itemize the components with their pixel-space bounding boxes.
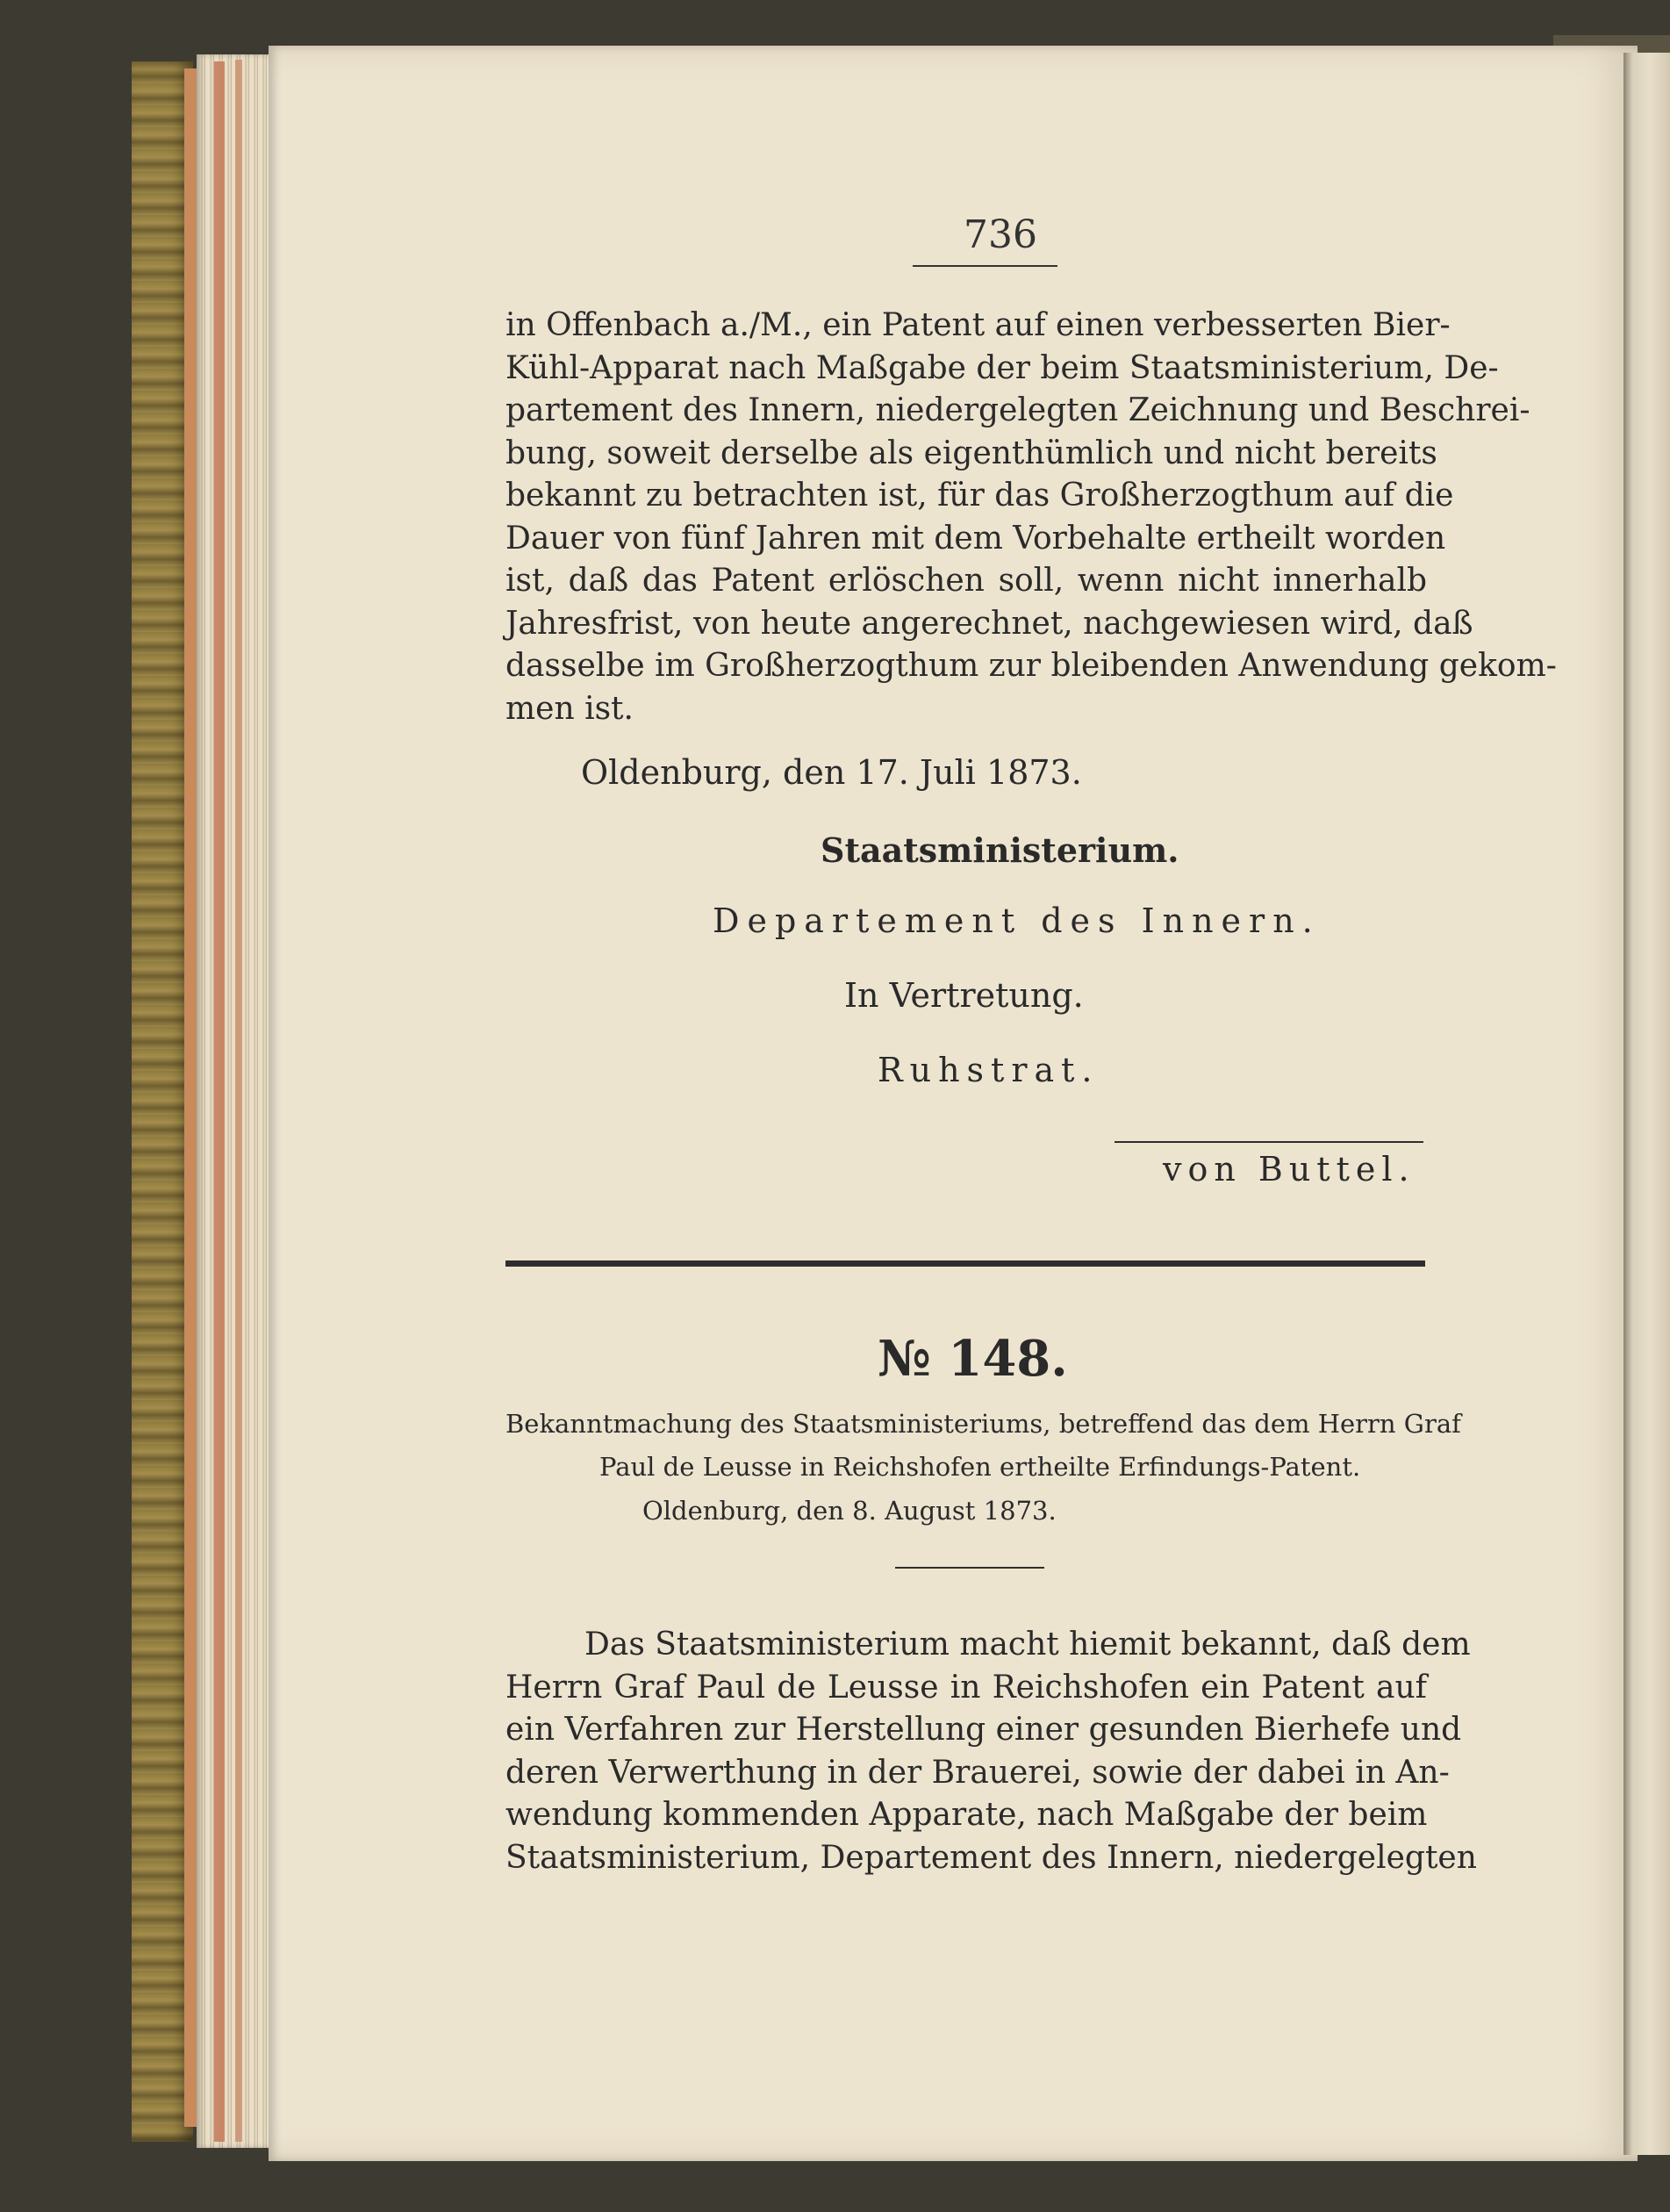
notice-subheading-line-2: Paul de Leusse in Reichshofen ertheilte Erfindungs-Patent.: [599, 1452, 1361, 1482]
text-line: deren Verwerthung in der Brauerei, sowie der dabei in An-: [505, 1754, 1450, 1791]
department-name: Departement des Innern.: [713, 901, 1321, 940]
text-line: partement des Innern, niedergelegten Zeichnung und Beschrei-: [505, 392, 1530, 428]
text-line: ist, daß das Patent erlöschen soll, wenn nicht innerhalb: [505, 563, 1427, 599]
page-number: 736: [964, 212, 1037, 257]
text-line: men ist.: [505, 690, 634, 727]
signatory-name: Ruhstrat.: [878, 1051, 1100, 1089]
representation-note: In Vertretung.: [844, 976, 1084, 1015]
text-line: in Offenbach a./M., ein Patent auf einen verbesserten Bier-: [505, 307, 1451, 343]
paragraph-patent-reichshofen: [505, 1624, 1477, 1879]
countersign-name: von Buttel.: [1163, 1150, 1416, 1189]
text-line: wendung kommenden Apparate, nach Maßgabe der beim: [505, 1797, 1428, 1833]
paragraph-patent-offenbach: [505, 305, 1557, 730]
text-line: bung, soweit derselbe als eigenthümlich und nicht bereits: [505, 434, 1437, 471]
text-line: bekannt zu betrachten ist, für das Großherzogthum auf die: [505, 478, 1454, 514]
text-line: Jahresfrist, von heute angerechnet, nachgewiesen wird, daß: [505, 605, 1473, 642]
section-divider: [505, 1260, 1425, 1267]
notice-number: № 148.: [878, 1330, 1068, 1388]
text-line: Dauer von fünf Jahren mit dem Vorbehalte ertheilt worden: [505, 520, 1446, 557]
notice-subheading-line-1: Bekanntmachung des Staatsministeriums, betreffend das dem Herrn Graf: [505, 1409, 1461, 1439]
page-number-rule: [913, 265, 1057, 267]
page-gutter: [1623, 53, 1670, 2155]
notice-date: Oldenburg, den 8. August 1873.: [642, 1496, 1057, 1526]
cover-red-edge: [184, 68, 197, 2127]
page-stack-edges: [197, 54, 272, 2148]
signature-rule: [1115, 1141, 1423, 1143]
text-line: Herrn Graf Paul de Leusse in Reichshofen ein Patent auf: [505, 1669, 1427, 1706]
text-line: dasselbe im Großherzogthum zur bleibenden Anwendung gekom-: [505, 648, 1557, 684]
text-line: Das Staatsministerium macht hiemit bekannt, daß dem: [584, 1627, 1471, 1663]
page-stack-red-edge-2: [235, 60, 242, 2142]
page-stack-red-edge: [214, 61, 225, 2142]
text-line: Kühl-Apparat nach Maßgabe der beim Staatsministerium, De-: [505, 349, 1499, 386]
place-date: Oldenburg, den 17. Juli 1873.: [581, 753, 1082, 792]
text-line: ein Verfahren zur Herstellung einer gesunden Bierhefe und: [505, 1712, 1462, 1748]
short-rule: [895, 1567, 1044, 1569]
text-line: Staatsministerium, Departement des Innern, niedergelegten: [505, 1839, 1477, 1876]
authority-name: Staatsministerium.: [821, 830, 1179, 870]
